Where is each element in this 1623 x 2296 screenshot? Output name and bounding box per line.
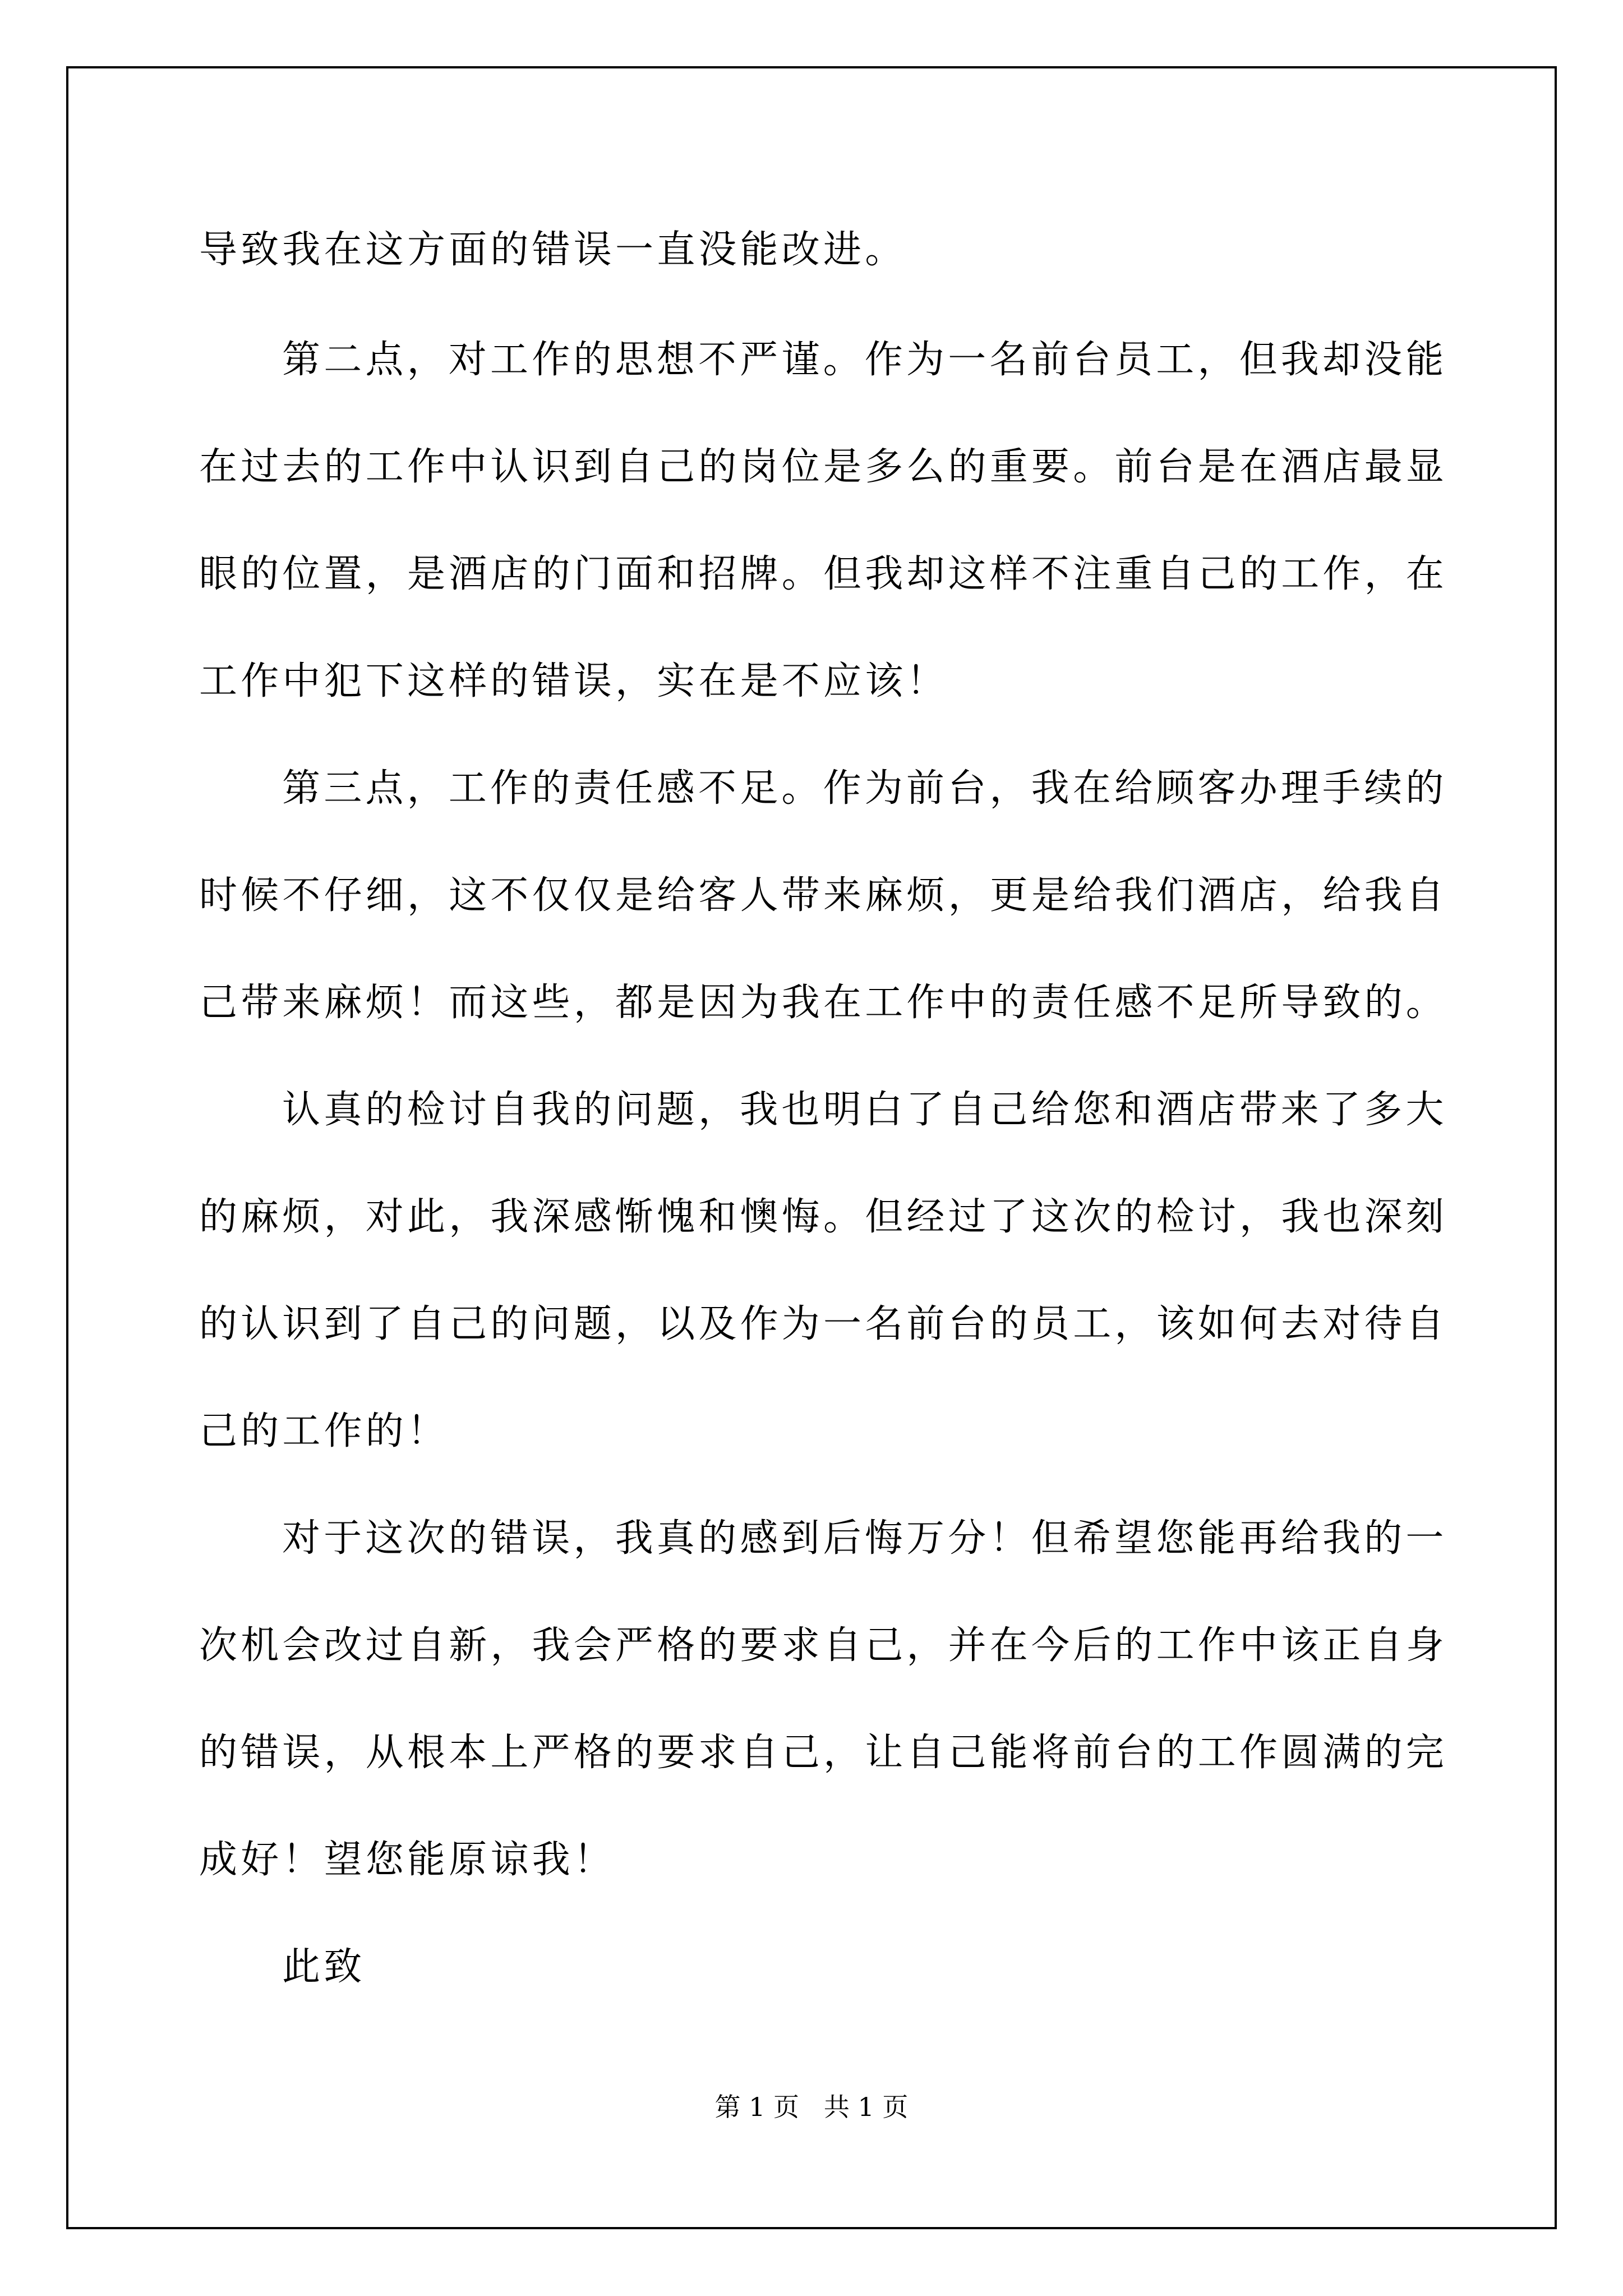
text-line-4: 眼的位置，是酒店的门面和招牌。但我却这样不注重自己的工作，在	[199, 552, 1448, 596]
text-line-15: 的错误，从根本上严格的要求自己，让自己能将前台的工作圆满的完	[199, 1731, 1448, 1775]
text-line-6: 第三点，工作的责任感不足。作为前台，我在给顾客办理手续的	[282, 766, 1447, 811]
text-line-8: 己带来麻烦！而这些，都是因为我在工作中的责任感不足所导致的。	[199, 981, 1448, 1025]
text-line-17: 此致	[282, 1945, 366, 1989]
text-line-2: 第二点，对工作的思想不严谨。作为一名前台员工，但我却没能	[282, 338, 1447, 382]
text-line-14: 次机会改过自新，我会严格的要求自己，并在今后的工作中该正自身	[199, 1623, 1448, 1668]
page-number-footer: 第 1 页 共 1 页	[714, 2092, 909, 2122]
text-line-7: 时候不仔细，这不仅仅是给客人带来麻烦，更是给我们酒店，给我自	[199, 873, 1448, 918]
text-line-1: 导致我在这方面的错误一直没能改进。	[199, 228, 907, 272]
text-line-3: 在过去的工作中认识到自己的岗位是多么的重要。前台是在酒店最显	[199, 445, 1448, 489]
text-line-9: 认真的检讨自我的问题，我也明白了自己给您和酒店带来了多大	[282, 1088, 1447, 1132]
text-line-16: 成好！望您能原谅我！	[199, 1838, 616, 1882]
text-line-5: 工作中犯下这样的错误，实在是不应该！	[199, 659, 948, 703]
text-line-13: 对于这次的错误，我真的感到后悔万分！但希望您能再给我的一	[282, 1516, 1447, 1561]
text-line-11: 的认识到了自己的问题，以及作为一名前台的员工，该如何去对待自	[199, 1302, 1448, 1346]
text-line-12: 己的工作的！	[199, 1409, 449, 1453]
text-line-10: 的麻烦，对此，我深感惭愧和懊悔。但经过了这次的检讨，我也深刻	[199, 1195, 1448, 1239]
